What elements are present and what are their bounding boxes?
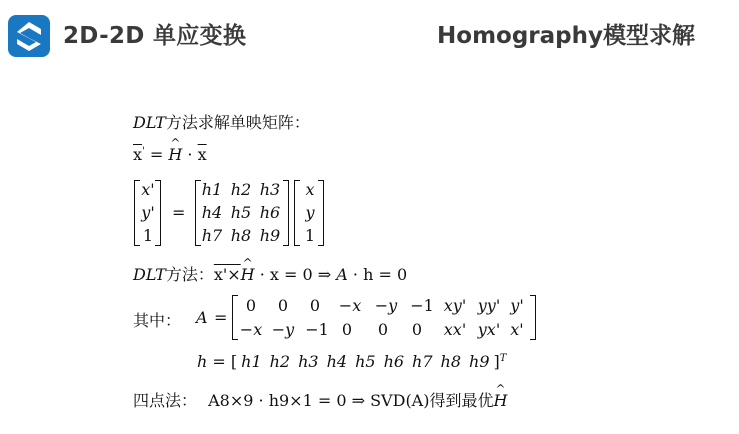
vec-entry: 1 — [142, 226, 154, 245]
a-entry: 0 — [411, 320, 423, 339]
h-entry: h2 — [269, 352, 291, 371]
a-entry: 0 — [277, 296, 289, 315]
h-entry: h9 — [259, 226, 281, 245]
four-point-method — [133, 388, 507, 411]
a-entry: 0 — [309, 296, 321, 315]
h-hat: ^ H — [168, 145, 182, 164]
a-entry: −x — [239, 320, 263, 339]
equals-sign: = — [212, 352, 226, 371]
a-entry: x' — [510, 320, 524, 339]
h-hat: ^ H — [241, 265, 255, 284]
right-bracket — [530, 295, 536, 340]
transpose-mark: T — [499, 353, 507, 364]
brand-logo-icon — [8, 15, 50, 57]
right-bracket — [283, 180, 289, 246]
vec-entry: x' — [141, 180, 155, 199]
h-entry: h4 — [201, 203, 223, 222]
a-entry: −x — [338, 296, 362, 315]
equals-sign: = — [172, 203, 186, 222]
a-entry: xx' — [443, 320, 467, 339]
a-entry: yx' — [477, 320, 501, 339]
h-entry: h3 — [298, 352, 319, 371]
page-title: 2D-2D 单应变换 — [63, 23, 247, 49]
h-entry: h7 — [201, 226, 223, 245]
homography-relation: $\overline{x}'$ = ^ $H \cdot \overline{x}$ — [133, 145, 207, 164]
h-entry: h8 — [440, 352, 462, 371]
a-symbol: A — [196, 308, 208, 327]
h-entry: h5 — [355, 352, 376, 371]
dlt-label: DLT — [133, 265, 166, 284]
vec-entry: 1 — [304, 226, 316, 245]
h-entry: h1 — [201, 180, 223, 199]
dlt-heading — [133, 110, 310, 133]
h-vector-definition: h = [ h1 h2 h3 h4 h5 h6 h7 h8 h9 ]$^T$ — [197, 352, 507, 371]
vec-entry: y — [305, 203, 315, 222]
a-entry: y' — [510, 296, 524, 315]
h-entry: h6 — [383, 352, 405, 371]
optimal-label: 得到最优 — [429, 391, 494, 410]
a-entry: yy' — [477, 296, 501, 315]
equation-part: · x = 0 ⇒ — [259, 265, 332, 284]
h-entry: h1 — [241, 352, 262, 371]
dot-operator: · — [187, 145, 193, 164]
h-entry: h4 — [326, 352, 348, 371]
a-entry: −y — [374, 296, 398, 315]
a-entry: −y — [271, 320, 295, 339]
a-entry: −1 — [410, 296, 434, 315]
dlt-label: DLT — [133, 113, 166, 132]
cross-expr: x'× — [213, 265, 241, 284]
vec-entry: x — [305, 180, 315, 199]
dlt-heading-text: 方法求解单映矩阵： — [165, 113, 310, 132]
a-entry: −1 — [305, 320, 329, 339]
x-bar-prime: $\overline{x}$ — [133, 145, 143, 164]
method-label: 方法： — [165, 265, 214, 284]
h-entry: h6 — [259, 203, 281, 222]
x-bar: $\overline{x}$ — [197, 145, 207, 164]
h-entry: h8 — [230, 226, 252, 245]
h-hat: ^ H — [494, 391, 508, 410]
dlt-method-line — [133, 262, 407, 285]
equals-sign: = — [214, 308, 228, 327]
h-symbol: h — [197, 352, 208, 371]
a-entry: 0 — [377, 320, 389, 339]
four-point-label: 四点法： — [133, 391, 198, 410]
h-entry: h2 — [230, 180, 252, 199]
a-symbol: A — [336, 265, 348, 284]
h-entry: h5 — [230, 203, 252, 222]
a-entry: xy' — [443, 296, 467, 315]
equation-part: · h = 0 — [352, 265, 408, 284]
h-entry: h7 — [412, 352, 433, 371]
vec-entry: y' — [141, 203, 155, 222]
a-entry: 0 — [245, 296, 257, 315]
a-entry: 0 — [341, 320, 353, 339]
h-entry: h9 — [469, 352, 490, 371]
section-title: Homography模型求解 — [437, 23, 695, 49]
where-label: 其中： — [133, 311, 182, 330]
svd-expression: A8×9 · h9×1 = 0 ⇒ SVD(A) — [208, 391, 430, 410]
h-entry: h3 — [259, 180, 281, 199]
equals-sign: = — [149, 145, 164, 164]
